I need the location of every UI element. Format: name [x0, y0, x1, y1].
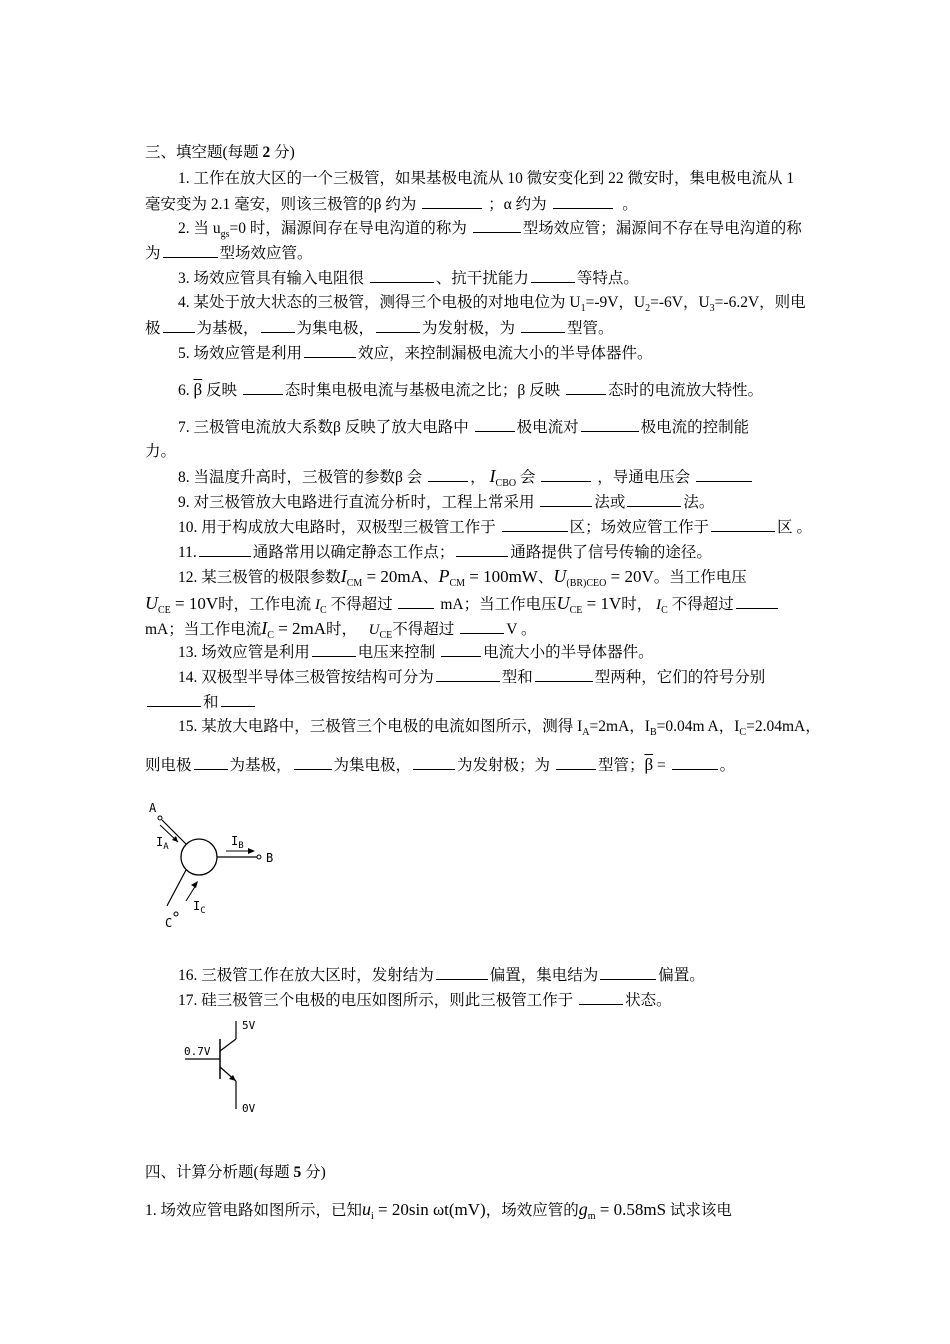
q12-text-h: 时，	[326, 621, 358, 638]
q11-text-c: 通路提供了信号传输的途径。	[510, 544, 712, 561]
q12-text-j: V 。	[506, 621, 537, 638]
ic-symbol: I	[656, 597, 662, 613]
question-3	[178, 268, 898, 289]
label-a: A	[149, 801, 157, 815]
blank[interactable]	[221, 692, 255, 707]
q2-subscript: gs	[220, 229, 230, 240]
q8-text-c: 会	[519, 469, 536, 486]
pcm-value: = 100mW	[465, 567, 538, 586]
question-4-line-2	[145, 318, 865, 339]
ic-subscript: C	[267, 630, 274, 641]
label-ib: $I_B$	[231, 834, 244, 851]
blank[interactable]	[441, 642, 481, 657]
blank[interactable]	[736, 594, 778, 609]
q8-text-b: ，	[470, 469, 486, 486]
uce-subscript: CE	[569, 605, 583, 616]
q11-text-a: 11.	[178, 544, 197, 561]
separator: 、	[537, 569, 554, 586]
blank[interactable]	[243, 380, 283, 395]
question-14-line-2	[145, 692, 865, 713]
uce-value: = 1V	[582, 594, 622, 613]
q10-text-c: 区 。	[777, 519, 813, 536]
lead-c	[167, 868, 186, 908]
question-2-line-2	[145, 243, 865, 264]
q4-sub-3: 3	[709, 303, 715, 314]
q4-sub-1: 1	[580, 303, 586, 314]
q13-text-b: 电压来控制	[357, 644, 436, 661]
blank[interactable]	[581, 417, 639, 432]
question-4-line-1	[178, 293, 898, 313]
ui-subscript: i	[371, 1211, 374, 1222]
question-9	[178, 492, 898, 513]
ic-value: = 2mA	[273, 619, 327, 638]
blank[interactable]	[428, 467, 468, 482]
uce-symbol: U	[368, 622, 380, 638]
icm-symbol: I	[340, 566, 347, 586]
blank[interactable]	[600, 965, 656, 980]
q17-text-b: 状态。	[625, 992, 672, 1009]
question-7-line-2	[145, 442, 865, 462]
q9-text-c: 法。	[683, 494, 715, 511]
q12-text-g: mA；当工作电流	[145, 621, 262, 638]
question-14-line-1	[178, 667, 898, 688]
q12-text-d: mA；当工作电压	[440, 596, 557, 613]
arrow-ic-head	[191, 881, 198, 888]
ic-subscript: C	[661, 605, 668, 616]
q4-text-f: 为基极，	[196, 320, 259, 337]
q14-text-a: 14. 双极型半导体三极管按结构可分为	[178, 669, 434, 686]
icbo-subscript: CBO	[495, 478, 517, 489]
heading-text: 四、计算分析题(每题	[145, 1164, 294, 1181]
icbo-symbol: I	[489, 466, 496, 486]
q15-sub-c: C	[739, 727, 747, 738]
icm-subscript: CM	[346, 578, 363, 589]
question-8	[178, 466, 898, 488]
uce-value: = 10V	[170, 594, 219, 613]
q1-text-b: ；α 约为	[488, 196, 547, 213]
section-heading-calculation	[145, 1163, 865, 1183]
q15-text-g: 为集电极，	[333, 757, 412, 774]
q7-text-a: 7. 三极管电流放大系数β 反映了放大电路中	[178, 419, 469, 436]
question-12-line-1	[178, 566, 898, 588]
heading-points: 2	[262, 144, 271, 161]
collector-voltage: 5V	[242, 1019, 256, 1032]
question-13	[178, 642, 898, 663]
blank[interactable]	[540, 492, 592, 507]
q12-text-tail: 。当工作电压	[653, 569, 747, 586]
blank[interactable]	[294, 755, 332, 770]
question-1-line-2	[145, 194, 865, 215]
q4-text-e: 极	[145, 320, 161, 337]
question-1-line-1	[178, 169, 898, 189]
blank[interactable]	[312, 642, 356, 657]
blank[interactable]	[553, 194, 613, 209]
q15-text-k: 。	[719, 757, 736, 774]
question-2-line-1	[178, 218, 898, 239]
arrow-ib-head	[248, 848, 255, 854]
q13-text-a: 13. 场效应管是利用	[178, 644, 310, 661]
blank[interactable]	[376, 318, 420, 333]
question-15-line-1	[178, 717, 898, 737]
blank[interactable]	[579, 990, 623, 1005]
q14-text-c: 型两种，它们的符号分别	[594, 669, 766, 686]
blank[interactable]	[436, 667, 500, 682]
q4-text-i: 型管。	[566, 320, 614, 337]
q4-text-h: 为发射极，为	[422, 320, 516, 337]
q4-text-c: =-6V，U	[650, 294, 710, 311]
terminal-a	[158, 816, 162, 820]
q7-text-d: 力。	[145, 443, 177, 460]
blank[interactable]	[566, 380, 606, 395]
q2-text-d: 为	[145, 245, 161, 262]
q9-text-b: 法或	[594, 494, 626, 511]
q15-text-f: 为基极，	[229, 757, 292, 774]
blank[interactable]	[163, 243, 218, 258]
q12-text-b: 时，工作电流	[218, 596, 312, 613]
p1-text-c: 试求该电	[666, 1202, 732, 1219]
q16-text-a: 16. 三极管工作在放大区时，发射结为	[178, 967, 434, 984]
base-voltage: 0.7V	[184, 1045, 211, 1058]
q5-text-b: 效应，来控制漏极电流大小的半导体器件。	[358, 345, 653, 362]
q4-text-d: =-6.2V，则电	[714, 294, 806, 311]
blank[interactable]	[456, 542, 508, 557]
q15-text-h: 为发射极；为	[457, 757, 551, 774]
blank[interactable]	[531, 268, 575, 283]
q15-text-e: 则电极	[145, 757, 192, 774]
emitter-voltage: 0V	[242, 1102, 256, 1115]
question-12-line-3	[145, 618, 865, 640]
blank[interactable]	[475, 417, 515, 432]
q4-sub-2: 2	[645, 303, 651, 314]
problem-1	[145, 1199, 865, 1221]
blank[interactable]	[436, 965, 488, 980]
uce-subscript: CE	[379, 630, 393, 641]
blank[interactable]	[422, 194, 482, 209]
blank[interactable]	[541, 467, 591, 482]
q15-text-c: =0.04m A，I	[656, 718, 740, 735]
question-17	[178, 990, 898, 1011]
blank[interactable]	[199, 542, 251, 557]
separator: 、	[422, 569, 439, 586]
blank[interactable]	[473, 218, 521, 233]
uce-subscript: CE	[158, 605, 171, 616]
ic-symbol: I	[261, 618, 268, 638]
q6-text-b: 反映	[206, 382, 238, 399]
terminal-b	[257, 855, 261, 859]
heading-tail: 分)	[270, 144, 295, 161]
question-7-line-1	[178, 417, 898, 438]
q3-text-a: 3. 场效应管具有输入电阻很	[178, 270, 365, 287]
q14-text-d: 和	[203, 694, 219, 711]
label-c: C	[165, 916, 173, 930]
pcm-subscript: CM	[449, 578, 465, 589]
q15-text-d: =2.04mA，	[746, 718, 821, 735]
q13-text-c: 电流大小的半导体器件。	[483, 644, 654, 661]
q4-text-b: =-9V，U	[585, 294, 646, 311]
ic-symbol: I	[315, 597, 321, 613]
q15-sub-b: B	[649, 727, 657, 738]
q12-text-c: 不得超过	[330, 596, 393, 613]
label-ia: $I_A$	[156, 835, 169, 852]
blank[interactable]	[696, 467, 752, 482]
q17-text-a: 17. 硅三极管三个电极的电压如图所示，则此三极管工作于	[178, 992, 574, 1009]
q12-text-a: 12. 某三极管的极限参数	[178, 569, 341, 586]
q15-text-j: =	[653, 757, 666, 774]
question-5	[178, 343, 898, 364]
ubrceo-value: = 20V	[606, 567, 654, 586]
label-b: B	[266, 851, 274, 865]
q7-text-b: 极电流对	[516, 419, 579, 436]
q12-text-i: 不得超过	[392, 621, 455, 638]
blank[interactable]	[627, 492, 681, 507]
ui-expression: = 20sin ωt(mV)	[373, 1200, 486, 1219]
blank[interactable]	[556, 755, 596, 770]
q2-text-b: =0 时，漏源间存在导电沟道的称为	[229, 220, 467, 237]
pcm-symbol: P	[438, 566, 450, 586]
transistor-current-figure	[140, 795, 290, 935]
blank[interactable]	[261, 318, 295, 333]
blank[interactable]	[163, 318, 195, 333]
blank[interactable]	[398, 594, 434, 609]
q8-text-d: ，导通电压会	[597, 469, 691, 486]
q3-text-b: 、抗干扰能力	[435, 270, 529, 287]
question-12-line-2	[145, 593, 865, 615]
q9-text-a: 9. 对三极管放大电路进行直流分析时，工程上常采用	[178, 494, 535, 511]
q15-text-a: 15. 某放大电路中，三极管三个电极的电流如图所示，测得 I	[178, 718, 583, 735]
q4-text-a: 4. 某处于放大状态的三极管，测得三个电极的对地电位为 U	[178, 294, 581, 311]
heading-points: 5	[293, 1164, 302, 1181]
q8-text-a: 8. 当温度升高时，三极管的参数β 会	[178, 469, 423, 486]
q16-text-c: 偏置。	[658, 967, 705, 984]
q1-text-c: 。	[622, 196, 638, 213]
blank[interactable]	[711, 517, 775, 532]
q2-text-a: 2. 当 u	[178, 220, 221, 237]
q10-text-a: 10. 用于构成放大电路时，双极型三极管工作于	[178, 519, 496, 536]
uce-symbol: U	[556, 593, 570, 613]
q7-text-c: 极电流的控制能	[640, 419, 750, 436]
q1-text: 1. 工作在放大区的一个三极管，如果基极电流从 10 微安变化到 22 微安时，集电极电流从 1	[178, 170, 795, 187]
q4-text-g: 为集电极，	[296, 320, 375, 337]
q11-text-b: 通路常用以确定静态工作点；	[252, 544, 455, 561]
q10-text-b: 区；场效应管工作于	[569, 519, 710, 536]
ui-symbol: u	[362, 1199, 372, 1219]
blank[interactable]	[147, 692, 201, 707]
q12-text-e: 时，	[621, 596, 653, 613]
q15-text-b: =2mA，I	[589, 718, 650, 735]
q1-text-a: 毫安变为 2.1 毫安，则该三极管的β 约为	[145, 196, 417, 213]
transistor-voltage-figure	[180, 1015, 280, 1120]
q6-text-d: 态时的电流放大特性。	[608, 382, 764, 399]
question-6	[178, 380, 898, 401]
question-11	[178, 542, 898, 563]
blank[interactable]	[460, 619, 504, 634]
question-16	[178, 965, 898, 986]
q12-text-f: 不得超过	[671, 596, 734, 613]
terminal-c	[174, 912, 178, 916]
blank[interactable]	[413, 755, 455, 770]
ubrceo-subscript: (BR)CEO	[566, 578, 607, 589]
q2-text-e: 型场效应管。	[219, 245, 313, 262]
p1-text-b: ，场效应管的	[485, 1202, 579, 1219]
icm-value: = 20mA	[362, 567, 423, 586]
q15-sub-a: A	[582, 727, 590, 738]
blank[interactable]	[194, 755, 228, 770]
q16-text-b: 偏置，集电结为	[489, 967, 599, 984]
section-heading-fill-in	[145, 143, 865, 163]
gm-value: = 0.58mS	[595, 1200, 667, 1219]
blank[interactable]	[502, 517, 568, 532]
gm-symbol: g	[578, 1199, 588, 1219]
q5-text-a: 5. 场效应管是利用	[178, 345, 303, 362]
blank[interactable]	[304, 343, 356, 358]
q14-text-b: 型和	[501, 669, 533, 686]
q15-text-i: 型管；	[597, 757, 645, 774]
beta-bar-symbol: $\overline{\beta}$	[644, 755, 654, 774]
q2-text-c: 型场效应管；漏源间不存在导电沟道的称	[522, 220, 802, 237]
blank[interactable]	[521, 318, 565, 333]
uce-symbol: U	[145, 593, 158, 613]
blank[interactable]	[370, 268, 434, 283]
q3-text-c: 等特点。	[576, 270, 639, 287]
blank[interactable]	[672, 755, 718, 770]
heading-text: 三、填空题(每题	[145, 144, 263, 161]
question-10	[178, 517, 898, 538]
heading-tail: 分)	[301, 1164, 326, 1181]
q6-text-c: 态时集电极电流与基极电流之比；β 反映	[284, 382, 561, 399]
collector-diag	[220, 1039, 236, 1051]
ubrceo-symbol: U	[553, 566, 567, 586]
gm-subscript: m	[587, 1211, 596, 1222]
q6-text-a: 6.	[178, 382, 190, 399]
blank[interactable]	[535, 667, 593, 682]
transistor-circle	[181, 839, 217, 875]
label-ic: $I_C$	[193, 899, 206, 916]
p1-text-a: 1. 场效应管电路如图所示，已知	[145, 1202, 363, 1219]
question-15-line-2	[145, 755, 865, 776]
ic-subscript: C	[320, 605, 327, 616]
beta-bar-symbol: $\overline{\beta}$	[193, 380, 203, 399]
